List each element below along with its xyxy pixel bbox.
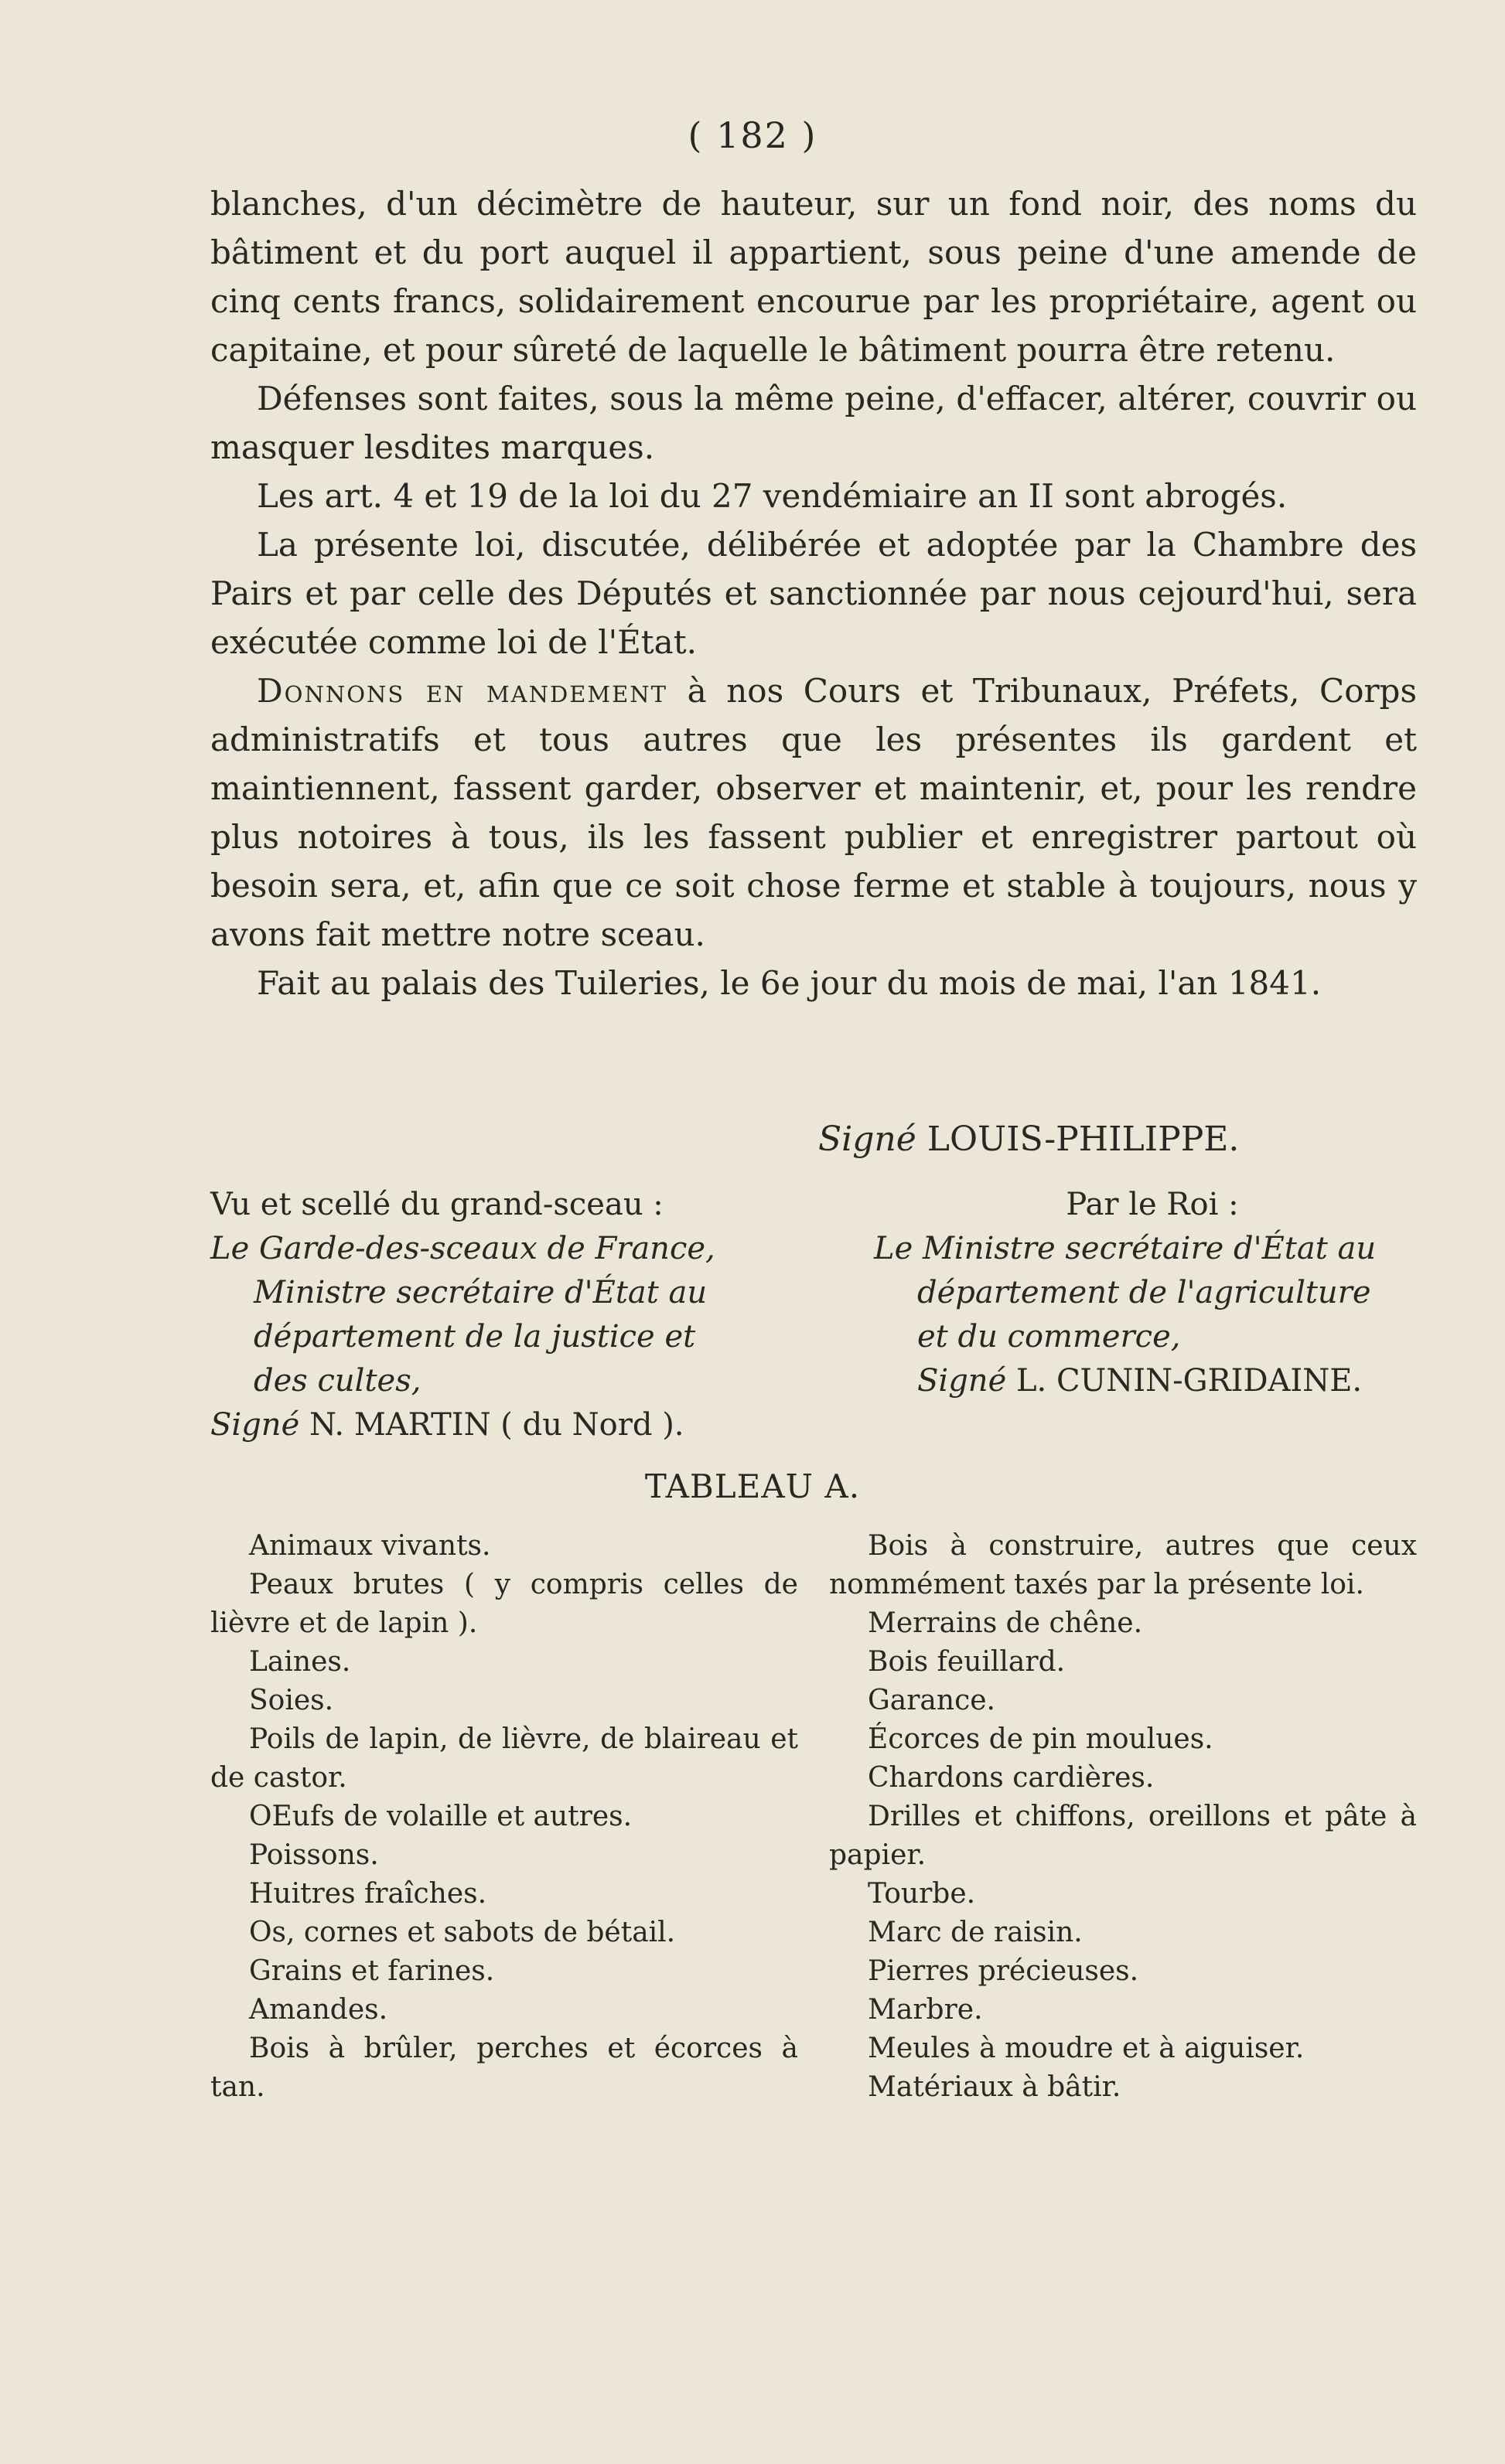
left-sig-heading: Vu et scellé du grand-sceau :: [210, 1187, 664, 1222]
tableau-item: Os, cornes et sabots de bétail.: [249, 1917, 676, 1948]
left-sig-line2: Ministre secrétaire d'État au: [254, 1275, 708, 1310]
paragraph-fait-au: Fait au palais des Tuileries, le 6e jour du mois de mai, l'an 1841.: [257, 964, 1322, 1002]
paragraph-2: Défenses sont faites, sous la même peine, d'effacer, altérer, couvrir ou masquer lesdites marques.: [210, 380, 1417, 466]
tableau-item: OEufs de volaille et autres.: [249, 1801, 633, 1832]
tableau-item: Bois à construire, autres que ceux nommément taxés par la présente loi.: [829, 1530, 1417, 1600]
page-number: ( 182 ): [688, 114, 817, 156]
tableau-title: TABLEAU A.: [644, 1467, 861, 1505]
paragraph-4: La présente loi, discutée, délibérée et adoptée par la Chambre des Pairs et par celle des Députés et sanctionnée par nous cejourd'hui, sera exécutée comme loi de l'État.: [210, 526, 1417, 661]
tableau-item: Merrains de chêne.: [868, 1607, 1143, 1639]
mandement-lead: Donnons en mandement: [257, 672, 667, 710]
mandement-text: à nos Cours et Tribunaux, Préfets, Corps administratifs et tous autres que les présentes ils gardent et maintiennent, fassent garder, observer et maintenir, et, pour les rendre plus notoires à tous, ils les fassent publier et enregistrer partout où besoin sera, et, afin que ce soit chose ferme et stable à toujours, nous y avons fait mettre notre sceau.: [210, 672, 1417, 953]
right-sig-signed: [874, 1359, 1431, 1403]
left-sig-signed: [210, 1403, 798, 1447]
tableau-item: Laines.: [249, 1646, 351, 1678]
paragraph-1: blanches, d'un décimètre de hauteur, sur un fond noir, des noms du bâtiment et du port auquel il appartient, sous peine d'une amende de cinq cents francs, solidairement encourue par les propriétaire, agent ou capitaine, et pour sûreté de laquelle le bâtiment pourra être retenu.: [210, 185, 1417, 369]
right-sig-name: L. CUNIN-GRIDAINE.: [1015, 1363, 1363, 1399]
tableau-item: Pierres précieuses.: [868, 1955, 1139, 1987]
left-sig-signe-label: Signé: [210, 1407, 300, 1443]
tableau-item: Animaux vivants.: [249, 1530, 491, 1562]
tableau-item: Poissons.: [249, 1839, 379, 1871]
right-signature-block: [874, 1183, 1431, 1403]
tableau-item: Marbre.: [868, 1994, 983, 2026]
king-name: LOUIS-PHILIPPE.: [927, 1120, 1240, 1159]
tableau-item: Meules à moudre et à aiguiser.: [868, 2033, 1305, 2064]
tableau-item: Poils de lapin, de lièvre, de blaireau et de castor.: [210, 1723, 798, 1794]
tableau-item: Soies.: [249, 1685, 334, 1716]
tableau-item: Bois à brûler, perches et écorces à tan.: [210, 2033, 798, 2103]
tableau-item: Marc de raisin.: [868, 1917, 1083, 1948]
tableau-item: Drilles et chiffons, oreillons et pâte à papier.: [829, 1801, 1417, 1871]
tableau-item: Amandes.: [249, 1994, 388, 2026]
left-sig-name: N. MARTIN ( du Nord ).: [309, 1407, 684, 1443]
right-sig-signe-label: Signé: [917, 1363, 1007, 1399]
right-sig-line3: et du commerce,: [917, 1319, 1181, 1355]
tableau-left-column: [210, 1527, 798, 2107]
right-sig-line2: département de l'agriculture: [917, 1275, 1371, 1310]
left-sig-line4: des cultes,: [254, 1363, 421, 1399]
tableau-item: Grains et farines.: [249, 1955, 495, 1987]
body-text: [210, 179, 1417, 1007]
tableau-item: Bois feuillard.: [868, 1646, 1066, 1678]
left-sig-line3: département de la justice et: [254, 1319, 696, 1355]
paragraph-mandement: [210, 666, 1417, 959]
right-sig-heading: Par le Roi :: [1066, 1187, 1239, 1222]
king-signe-label: Signé: [818, 1120, 916, 1159]
left-sig-line1: Le Garde-des-sceaux de France,: [210, 1231, 715, 1266]
king-signature: [818, 1120, 1239, 1159]
paragraph-3: Les art. 4 et 19 de la loi du 27 vendémiaire an II sont abrogés.: [257, 477, 1288, 515]
tableau-right-column: [829, 1527, 1417, 2107]
tableau-item: Écorces de pin moulues.: [868, 1723, 1213, 1755]
tableau-item: Garance.: [868, 1685, 995, 1716]
tableau-item: Chardons cardières.: [868, 1762, 1155, 1794]
tableau-item: Peaux brutes ( y compris celles de lièvre et de lapin ).: [210, 1569, 798, 1639]
right-sig-line1: Le Ministre secrétaire d'État au: [874, 1231, 1377, 1266]
tableau-item: Tourbe.: [868, 1878, 976, 1910]
left-signature-block: [210, 1183, 798, 1447]
tableau-item: Huitres fraîches.: [249, 1878, 487, 1910]
tableau-item: Matériaux à bâtir.: [868, 2071, 1121, 2103]
